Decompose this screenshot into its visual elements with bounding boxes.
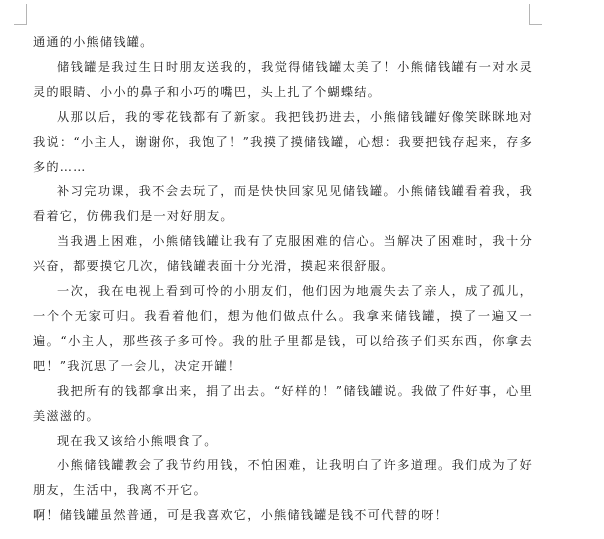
crop-mark-top-left [14,24,27,25]
crop-mark-top-right [529,4,530,24]
paragraph: 一次，我在电视上看到可怜的小朋友们，他们因为地震失去了亲人，成了孤儿，一个个无家可归。我看着他们，想为他们做点什么。我拿来储钱罐，摸了一遍又一遍。“小主人，那些孩子多可怜。我的肚子里都是钱，可以给孩子们买东西，你拿去吧！”我沉思了一会儿，决定开罐！ [33,284,533,373]
document-body[interactable] [33,30,533,528]
crop-mark-top-right [529,24,542,25]
paragraph: 小熊储钱罐教会了我节约用钱，不怕困难，让我明白了许多道理。我们成为了好朋友，生活中，我离不开它。 [33,458,533,498]
paragraph: 通通的小熊储钱罐。 [33,35,154,49]
paragraph: 储钱罐是我过生日时朋友送我的，我觉得储钱罐太美了！小熊储钱罐有一对水灵灵的眼睛、小小的鼻子和小巧的嘴巴，头上扎了个蝴蝶结。 [33,59,533,99]
crop-mark-top-left [26,4,27,24]
paragraph: 现在我又该给小熊喂食了。 [57,433,218,448]
paragraph: 补习完功课，我不会去玩了，而是快快回家见见储钱罐。小熊储钱罐看着我，我看着它，仿佛我们是一对好朋友。 [33,184,533,224]
paragraph: 我把所有的钱都拿出来，捐了出去。“好样的！”储钱罐说。我做了件好事，心里美滋滋的。 [33,383,533,423]
paragraph: 从那以后，我的零花钱都有了新家。我把钱扔进去，小熊储钱罐好像笑眯眯地对我说：“小主人，谢谢你，我饱了！”我摸了摸储钱罐，心想：我要把钱存起来，存多多的…… [33,109,533,174]
paragraph: 啊！储钱罐虽然普通，可是我喜欢它，小熊储钱罐是钱不可代替的呀！ [33,508,449,523]
paragraph: 当我遇上困难，小熊储钱罐让我有了克服困难的信心。当解决了困难时，我十分兴奋，都要摸它几次，储钱罐表面十分光滑，摸起来很舒服。 [33,234,533,274]
